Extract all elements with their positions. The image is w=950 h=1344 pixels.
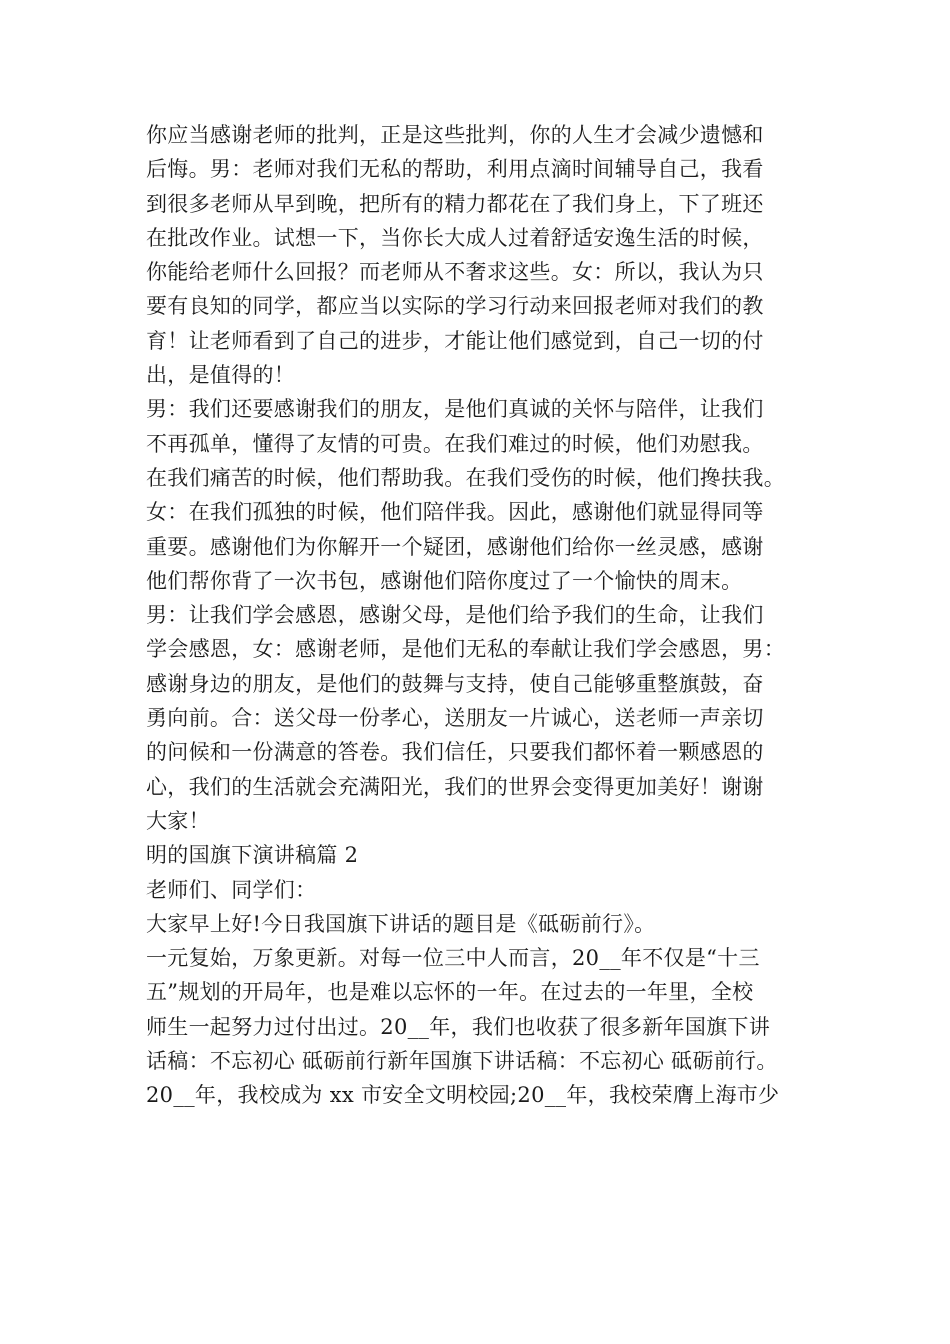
text-line: 五”规划的开局年，也是难以忘怀的一年。在过去的一年里，全校 [146, 980, 754, 1005]
text-line: 不再孤单，懂得了友情的可贵。在我们难过的时候，他们劝慰我。 [146, 431, 764, 456]
text-line: 要有良知的同学，都应当以实际的学习行动来回报老师对我们的教 [146, 294, 764, 319]
text-line: 女：在我们孤独的时候，他们陪伴我。因此，感谢他们就显得同等 [146, 500, 764, 525]
text-line: 勇向前。合：送父母一份孝心，送朋友一片诚心，送老师一声亲切 [146, 706, 764, 731]
text-line: 重要。感谢他们为你解开一个疑团，感谢他们给你一丝灵感，感谢 [146, 534, 764, 559]
text-line: 师生一起努力过付出过。20__年，我们也收获了很多新年国旗下讲 [146, 1014, 771, 1039]
text-line: 他们帮你背了一次书包，感谢他们陪你度过了一个愉快的周末。 [146, 568, 743, 593]
text-line: 男：让我们学会感恩，感谢父母，是他们给予我们的生命，让我们 [146, 603, 764, 628]
text-line: 育！让老师看到了自己的进步，才能让他们感觉到，自己一切的付 [146, 328, 764, 353]
text-line: 心，我们的生活就会充满阳光，我们的世界会变得更加美好！谢谢 [146, 774, 764, 799]
salutation: 老师们、同学们： [146, 877, 317, 902]
text-line: 20__年，我校成为 xx 市安全文明校园;20__年，我校荣膺上海市少 [146, 1083, 780, 1108]
text-line: 出，是值得的！ [146, 363, 296, 388]
text-line: 一元复始，万象更新。对每一位三中人而言，20__年不仅是“十三 [146, 946, 760, 971]
section-heading: 明的国旗下演讲稿篇 2 [146, 843, 359, 868]
text-line: 的问候和一份满意的答卷。我们信任，只要我们都怀着一颗感恩的 [146, 740, 764, 765]
text-line: 话稿：不忘初心 砥砺前行新年国旗下讲话稿：不忘初心 砥砺前行。 [146, 1049, 778, 1074]
text-line: 大家早上好!今日我国旗下讲话的题目是《砥砺前行》。 [146, 911, 656, 936]
text-line: 在我们痛苦的时候，他们帮助我。在我们受伤的时候，他们搀扶我。 [146, 465, 785, 490]
text-line: 在批改作业。试想一下，当你长大成人过着舒适安逸生活的时候， [146, 225, 764, 250]
text-line: 到很多老师从早到晚，把所有的精力都花在了我们身上，下了班还 [146, 191, 764, 216]
text-line: 大家！ [146, 808, 210, 833]
text-line: 后悔。男：老师对我们无私的帮助，利用点滴时间辅导自己，我看 [146, 157, 764, 182]
text-line: 男：我们还要感谢我们的朋友，是他们真诚的关怀与陪伴，让我们 [146, 397, 764, 422]
text-line: 感谢身边的朋友，是他们的鼓舞与支持，使自己能够重整旗鼓，奋 [146, 671, 764, 696]
text-line: 学会感恩，女：感谢老师，是他们无私的奉献让我们学会感恩，男： [146, 637, 785, 662]
text-line: 你能给老师什么回报？而老师从不奢求这些。女：所以，我认为只 [146, 260, 764, 285]
text-line: 你应当感谢老师的批判，正是这些批判，你的人生才会减少遗憾和 [146, 123, 764, 147]
document-body [146, 118, 836, 1113]
